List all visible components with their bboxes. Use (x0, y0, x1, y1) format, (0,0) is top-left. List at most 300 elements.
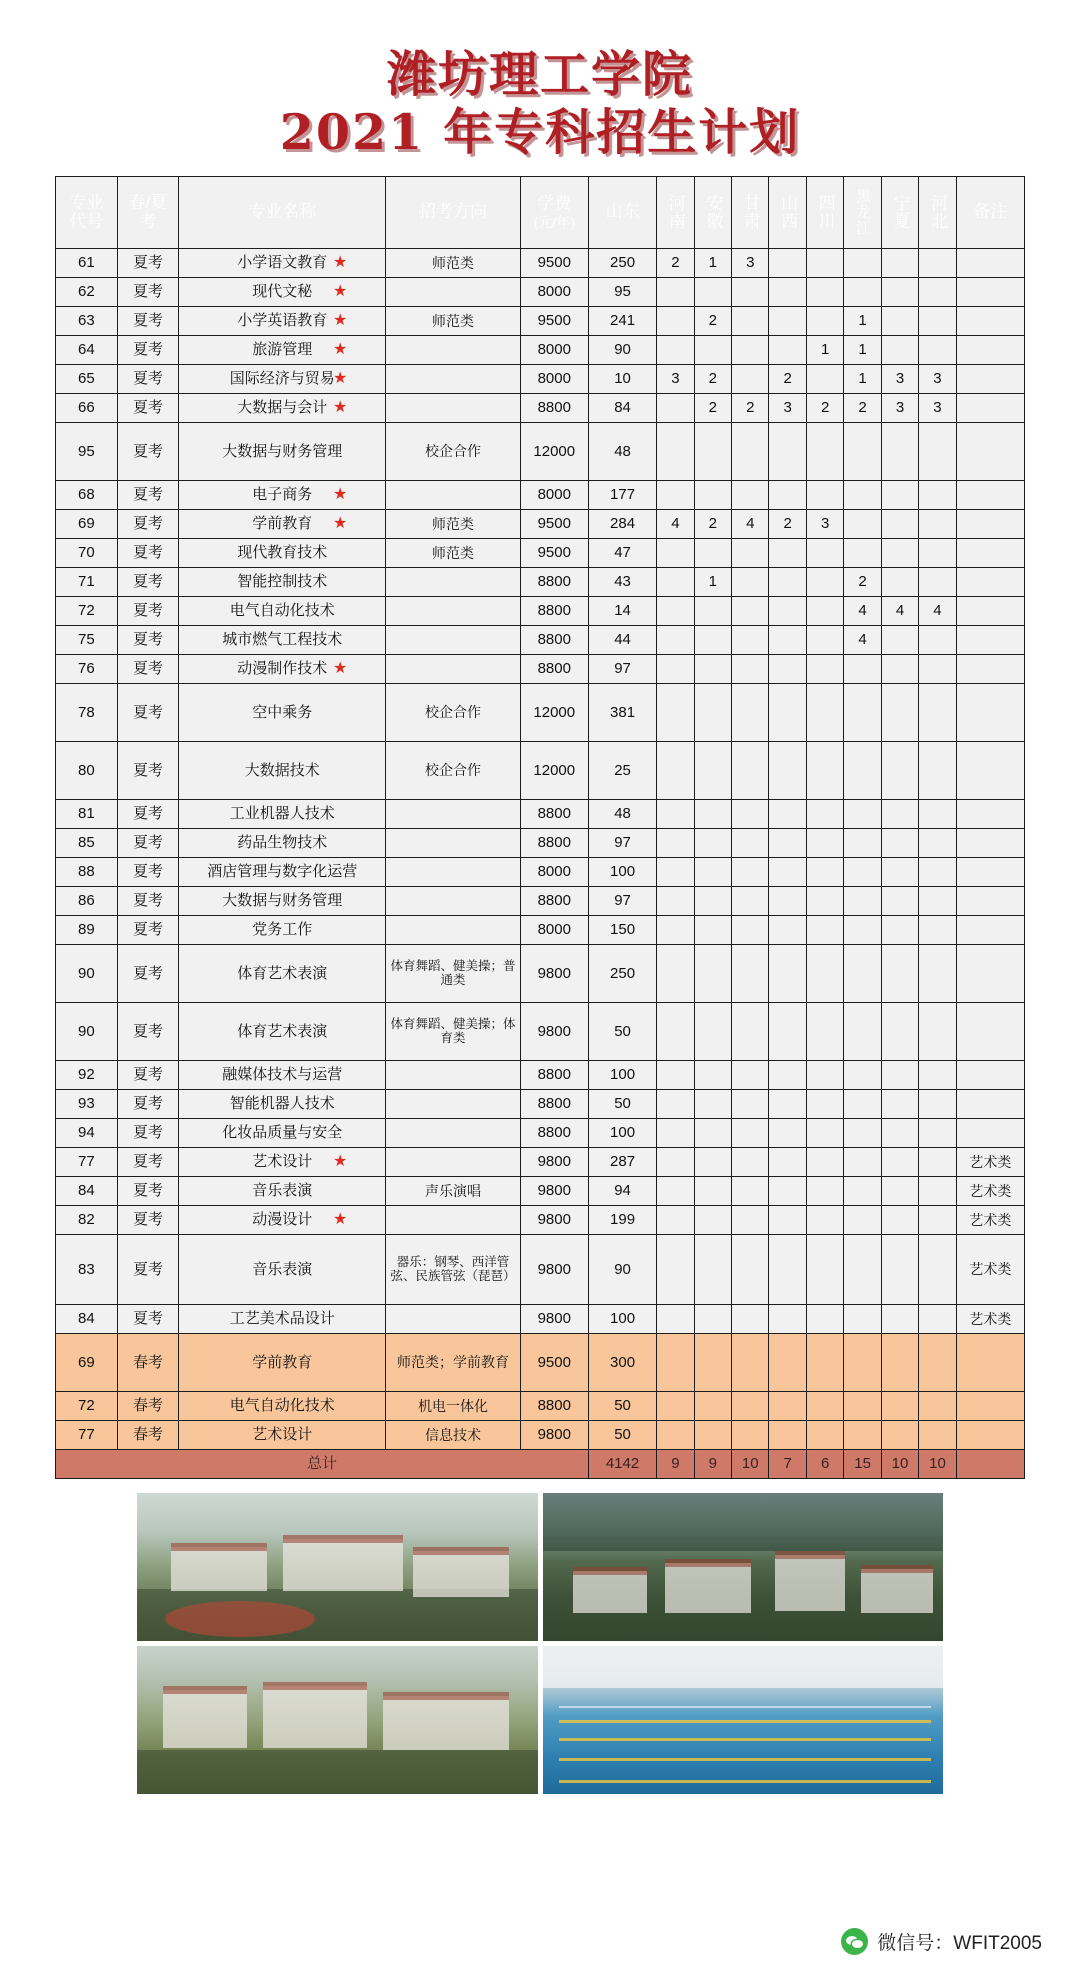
cell-tuition: 8800 (520, 596, 588, 625)
cell-hebei (919, 1060, 956, 1089)
cell-note (956, 422, 1024, 480)
cell-major-code: 93 (56, 1089, 118, 1118)
col-header-ningxia (881, 176, 918, 248)
cell-shanxi (769, 944, 806, 1002)
cell-major-code: 81 (56, 799, 118, 828)
cell-note: 艺术类 (956, 1176, 1024, 1205)
cell-exam-direction (386, 335, 520, 364)
cell-season: 夏考 (117, 364, 179, 393)
cell-note (956, 306, 1024, 335)
cell-ningxia (881, 335, 918, 364)
cell-major-code: 86 (56, 886, 118, 915)
cell-ningxia (881, 1147, 918, 1176)
cell-heilongjiang: 1 (844, 335, 881, 364)
star-icon: ★ (332, 253, 348, 271)
wechat-badge (841, 1928, 1042, 1955)
cell-sichuan (806, 538, 843, 567)
cell-major-code: 62 (56, 277, 118, 306)
cell-shanxi (769, 1234, 806, 1304)
cell-shandong: 100 (588, 1118, 656, 1147)
cell-tuition: 8000 (520, 915, 588, 944)
cell-anhui (694, 944, 731, 1002)
cell-tuition: 9800 (520, 1002, 588, 1060)
table-row (56, 364, 1025, 393)
cell-season: 夏考 (117, 1205, 179, 1234)
cell-sichuan (806, 364, 843, 393)
cell-note (956, 1002, 1024, 1060)
cell-henan (657, 857, 694, 886)
cell-season: 夏考 (117, 1060, 179, 1089)
cell-season: 夏考 (117, 683, 179, 741)
cell-hebei: 3 (919, 364, 956, 393)
cell-exam-direction: 校企合作 (386, 422, 520, 480)
photo-campus-aerial-1 (137, 1493, 538, 1641)
cell-shanxi (769, 538, 806, 567)
cell-major-name: 药品生物技术 (179, 828, 386, 857)
table-row (56, 1205, 1025, 1234)
cell-heilongjiang (844, 857, 881, 886)
cell-season: 夏考 (117, 1118, 179, 1147)
cell-tuition: 9500 (520, 248, 588, 277)
cell-note (956, 625, 1024, 654)
photo-campus-swimming-pool (543, 1646, 944, 1794)
table-row (56, 1089, 1025, 1118)
table-row (56, 915, 1025, 944)
cell-shandong: 97 (588, 828, 656, 857)
cell-shanxi (769, 828, 806, 857)
cell-sichuan (806, 741, 843, 799)
cell-heilongjiang (844, 1176, 881, 1205)
cell-ningxia (881, 538, 918, 567)
cell-major-code: 89 (56, 915, 118, 944)
cell-sichuan (806, 1118, 843, 1147)
cell-exam-direction (386, 857, 520, 886)
table-row (56, 828, 1025, 857)
cell-gansu (732, 364, 769, 393)
table-row (56, 393, 1025, 422)
cell-shanxi (769, 683, 806, 741)
table-row (56, 1176, 1025, 1205)
cell-major-name: 工艺美术品设计 (179, 1304, 386, 1333)
cell-shandong: 50 (588, 1420, 656, 1449)
cell-henan (657, 799, 694, 828)
table-row (56, 1420, 1025, 1449)
cell-major-name: 小学英语教育 ★ (179, 306, 386, 335)
cell-season: 夏考 (117, 915, 179, 944)
cell-tuition: 8000 (520, 335, 588, 364)
cell-gansu (732, 1333, 769, 1391)
cell-shanxi (769, 1176, 806, 1205)
cell-tuition: 8800 (520, 799, 588, 828)
cell-heilongjiang: 2 (844, 567, 881, 596)
cell-anhui (694, 1333, 731, 1391)
cell-major-name: 大数据技术 (179, 741, 386, 799)
cell-tuition: 9800 (520, 1176, 588, 1205)
cell-major-name: 小学语文教育 ★ (179, 248, 386, 277)
cell-anhui (694, 886, 731, 915)
cell-anhui (694, 828, 731, 857)
cell-exam-direction (386, 567, 520, 596)
cell-exam-direction: 体育舞蹈、健美操；体育类 (386, 1002, 520, 1060)
cell-season: 夏考 (117, 335, 179, 364)
cell-season: 夏考 (117, 567, 179, 596)
cell-note (956, 277, 1024, 306)
cell-anhui (694, 480, 731, 509)
cell-shanxi (769, 915, 806, 944)
cell-gansu (732, 741, 769, 799)
col-header-shanxi (769, 176, 806, 248)
tuition-l2: (元/年) (533, 213, 575, 230)
cell-exam-direction: 校企合作 (386, 741, 520, 799)
cell-gansu (732, 1205, 769, 1234)
cell-season: 春考 (117, 1420, 179, 1449)
cell-season: 夏考 (117, 480, 179, 509)
cell-sichuan (806, 1147, 843, 1176)
cell-season: 春考 (117, 1333, 179, 1391)
cell-heilongjiang (844, 944, 881, 1002)
cell-anhui (694, 422, 731, 480)
cell-tuition: 9500 (520, 538, 588, 567)
cell-ningxia (881, 567, 918, 596)
table-row (56, 1060, 1025, 1089)
cell-season: 夏考 (117, 509, 179, 538)
cell-henan (657, 596, 694, 625)
cell-major-code: 95 (56, 422, 118, 480)
cell-heilongjiang (844, 538, 881, 567)
table-row (56, 248, 1025, 277)
footer (0, 1928, 1080, 1961)
cell-tuition: 9800 (520, 1147, 588, 1176)
cell-hebei (919, 1234, 956, 1304)
col-header-sichuan (806, 176, 843, 248)
cell-ningxia (881, 422, 918, 480)
cell-shanxi (769, 335, 806, 364)
cell-gansu (732, 915, 769, 944)
season-l2: 考 (139, 212, 157, 232)
cell-anhui (694, 1002, 731, 1060)
cell-note (956, 915, 1024, 944)
cell-major-code: 69 (56, 509, 118, 538)
cell-ningxia (881, 1089, 918, 1118)
cell-major-name: 音乐表演 (179, 1234, 386, 1304)
cell-gansu (732, 625, 769, 654)
cell-anhui (694, 1420, 731, 1449)
cell-exam-direction (386, 1089, 520, 1118)
cell-major-code: 77 (56, 1420, 118, 1449)
cell-shandong: 47 (588, 538, 656, 567)
total-heilongjiang: 15 (844, 1449, 881, 1478)
cell-shandong: 90 (588, 1234, 656, 1304)
cell-tuition: 8800 (520, 625, 588, 654)
cell-sichuan (806, 1234, 843, 1304)
cell-major-name: 电气自动化技术 (179, 1391, 386, 1420)
cell-major-name: 城市燃气工程技术 (179, 625, 386, 654)
cell-hebei (919, 567, 956, 596)
cell-anhui: 1 (694, 567, 731, 596)
cell-exam-direction: 师范类 (386, 538, 520, 567)
cell-note (956, 741, 1024, 799)
cell-hebei (919, 654, 956, 683)
cell-shandong: 95 (588, 277, 656, 306)
cell-season: 夏考 (117, 625, 179, 654)
cell-henan: 4 (657, 509, 694, 538)
col-header-hebei (919, 176, 956, 248)
star-icon: ★ (332, 485, 348, 503)
cell-anhui (694, 277, 731, 306)
cell-major-code: 63 (56, 306, 118, 335)
wechat-icon (841, 1928, 868, 1955)
cell-note (956, 248, 1024, 277)
cell-ningxia (881, 1176, 918, 1205)
cell-shandong: 50 (588, 1002, 656, 1060)
cell-gansu (732, 480, 769, 509)
cell-exam-direction: 师范类 (386, 306, 520, 335)
cell-gansu (732, 422, 769, 480)
star-icon: ★ (332, 1152, 348, 1170)
cell-anhui (694, 1147, 731, 1176)
cell-major-name: 工业机器人技术 (179, 799, 386, 828)
sichuan-label: 四川 (815, 194, 835, 231)
cell-tuition: 9500 (520, 509, 588, 538)
cell-ningxia (881, 1304, 918, 1333)
cell-anhui (694, 1304, 731, 1333)
cell-ningxia (881, 1420, 918, 1449)
cell-major-name: 化妆品质量与安全 (179, 1118, 386, 1147)
cell-hebei (919, 857, 956, 886)
cell-heilongjiang: 1 (844, 364, 881, 393)
cell-hebei (919, 886, 956, 915)
cell-anhui (694, 596, 731, 625)
cell-hebei (919, 1176, 956, 1205)
cell-exam-direction (386, 1147, 520, 1176)
table-row (56, 277, 1025, 306)
cell-tuition: 8000 (520, 277, 588, 306)
cell-heilongjiang (844, 1333, 881, 1391)
cell-hebei (919, 277, 956, 306)
cell-season: 夏考 (117, 1147, 179, 1176)
cell-heilongjiang (844, 1391, 881, 1420)
shanxi-label: 山西 (778, 194, 798, 231)
cell-shandong: 48 (588, 799, 656, 828)
table-row (56, 857, 1025, 886)
cell-ningxia: 4 (881, 596, 918, 625)
col-header-tuition (520, 176, 588, 248)
table-row (56, 567, 1025, 596)
table-row (56, 944, 1025, 1002)
cell-hebei (919, 683, 956, 741)
cell-sichuan (806, 799, 843, 828)
cell-tuition: 8800 (520, 393, 588, 422)
table-row (56, 480, 1025, 509)
cell-gansu (732, 306, 769, 335)
total-shanxi: 7 (769, 1449, 806, 1478)
cell-tuition: 12000 (520, 422, 588, 480)
cell-henan (657, 1147, 694, 1176)
cell-note (956, 538, 1024, 567)
cell-heilongjiang (844, 828, 881, 857)
cell-heilongjiang (844, 1420, 881, 1449)
cell-major-name: 党务工作 (179, 915, 386, 944)
cell-note: 艺术类 (956, 1234, 1024, 1304)
cell-exam-direction (386, 654, 520, 683)
cell-gansu (732, 1089, 769, 1118)
cell-gansu (732, 1060, 769, 1089)
page-title (0, 0, 1080, 176)
total-sd: 4142 (588, 1449, 656, 1478)
cell-shanxi (769, 1205, 806, 1234)
cell-heilongjiang: 2 (844, 393, 881, 422)
cell-heilongjiang (844, 1205, 881, 1234)
cell-season: 夏考 (117, 654, 179, 683)
cell-anhui (694, 335, 731, 364)
cell-gansu (732, 277, 769, 306)
cell-hebei (919, 538, 956, 567)
cell-gansu (732, 567, 769, 596)
star-icon: ★ (332, 514, 348, 532)
cell-shandong: 44 (588, 625, 656, 654)
cell-hebei (919, 1118, 956, 1147)
cell-hebei (919, 509, 956, 538)
cell-gansu (732, 1234, 769, 1304)
cell-major-code: 84 (56, 1304, 118, 1333)
cell-ningxia (881, 857, 918, 886)
cell-anhui (694, 799, 731, 828)
cell-shandong: 97 (588, 654, 656, 683)
col-header-henan (657, 176, 694, 248)
cell-sichuan (806, 944, 843, 1002)
cell-note (956, 1060, 1024, 1089)
cell-sichuan (806, 625, 843, 654)
cell-note: 艺术类 (956, 1147, 1024, 1176)
cell-shanxi: 3 (769, 393, 806, 422)
cell-sichuan (806, 915, 843, 944)
col-header-gansu (732, 176, 769, 248)
table-row (56, 625, 1025, 654)
cell-henan (657, 625, 694, 654)
cell-anhui (694, 1234, 731, 1304)
cell-tuition: 8000 (520, 857, 588, 886)
cell-henan: 2 (657, 248, 694, 277)
cell-ningxia (881, 1333, 918, 1391)
cell-henan (657, 1420, 694, 1449)
cell-exam-direction: 信息技术 (386, 1420, 520, 1449)
cell-ningxia: 3 (881, 364, 918, 393)
total-note (956, 1449, 1024, 1478)
cell-heilongjiang: 1 (844, 306, 881, 335)
cell-henan (657, 741, 694, 799)
cell-tuition: 8800 (520, 1391, 588, 1420)
star-icon: ★ (332, 1210, 348, 1228)
cell-heilongjiang (844, 1002, 881, 1060)
cell-shanxi (769, 1391, 806, 1420)
cell-exam-direction: 师范类 (386, 509, 520, 538)
col-header-exam-direction: 招考方向 (386, 176, 520, 248)
cell-exam-direction (386, 364, 520, 393)
cell-shandong: 241 (588, 306, 656, 335)
cell-henan (657, 538, 694, 567)
cell-heilongjiang (844, 915, 881, 944)
cell-season: 夏考 (117, 277, 179, 306)
cell-shanxi: 2 (769, 364, 806, 393)
cell-exam-direction (386, 596, 520, 625)
cell-sichuan (806, 567, 843, 596)
cell-tuition: 9500 (520, 1333, 588, 1391)
campus-photo-grid (137, 1493, 943, 1794)
cell-note (956, 1089, 1024, 1118)
cell-season: 夏考 (117, 741, 179, 799)
cell-anhui (694, 1391, 731, 1420)
cell-henan (657, 1234, 694, 1304)
cell-shandong: 381 (588, 683, 656, 741)
cell-hebei (919, 944, 956, 1002)
cell-season: 夏考 (117, 828, 179, 857)
cell-major-code: 90 (56, 944, 118, 1002)
cell-note (956, 567, 1024, 596)
table-row (56, 1391, 1025, 1420)
cell-note (956, 799, 1024, 828)
cell-henan (657, 277, 694, 306)
cell-shanxi (769, 480, 806, 509)
cell-shanxi (769, 1333, 806, 1391)
cell-tuition: 8800 (520, 828, 588, 857)
cell-major-name: 学前教育 ★ (179, 509, 386, 538)
table-row (56, 596, 1025, 625)
cell-shanxi (769, 654, 806, 683)
major-code-l1: 专业 (69, 192, 104, 212)
cell-sichuan (806, 1176, 843, 1205)
cell-anhui (694, 683, 731, 741)
col-header-anhui (694, 176, 731, 248)
cell-ningxia (881, 1002, 918, 1060)
cell-heilongjiang (844, 1089, 881, 1118)
table-row (56, 1002, 1025, 1060)
cell-shanxi (769, 799, 806, 828)
hebei-label: 河北 (927, 194, 947, 231)
cell-hebei (919, 1420, 956, 1449)
cell-hebei (919, 828, 956, 857)
cell-exam-direction: 师范类；学前教育 (386, 1333, 520, 1391)
cell-ningxia (881, 886, 918, 915)
cell-ningxia (881, 1234, 918, 1304)
table-row (56, 683, 1025, 741)
cell-shandong: 199 (588, 1205, 656, 1234)
cell-shandong: 97 (588, 886, 656, 915)
cell-tuition: 9800 (520, 1420, 588, 1449)
cell-major-name: 融媒体技术与运营 (179, 1060, 386, 1089)
cell-shanxi (769, 1304, 806, 1333)
cell-gansu (732, 1304, 769, 1333)
cell-henan (657, 1333, 694, 1391)
title-line-plan: 2021 年专科招生计划 (279, 102, 801, 161)
cell-exam-direction (386, 1205, 520, 1234)
ningxia-label: 宁夏 (890, 194, 910, 231)
cell-hebei (919, 248, 956, 277)
cell-tuition: 8800 (520, 1060, 588, 1089)
cell-major-name: 现代教育技术 (179, 538, 386, 567)
cell-anhui: 2 (694, 364, 731, 393)
cell-anhui: 1 (694, 248, 731, 277)
cell-anhui (694, 1060, 731, 1089)
cell-shandong: 25 (588, 741, 656, 799)
table-header-row (56, 176, 1025, 248)
cell-shanxi: 2 (769, 509, 806, 538)
cell-major-name: 大数据与财务管理 (179, 422, 386, 480)
cell-major-code: 80 (56, 741, 118, 799)
admission-plan-table-wrapper (55, 176, 1025, 1479)
cell-shandong: 250 (588, 248, 656, 277)
cell-hebei (919, 741, 956, 799)
cell-shandong: 100 (588, 1060, 656, 1089)
